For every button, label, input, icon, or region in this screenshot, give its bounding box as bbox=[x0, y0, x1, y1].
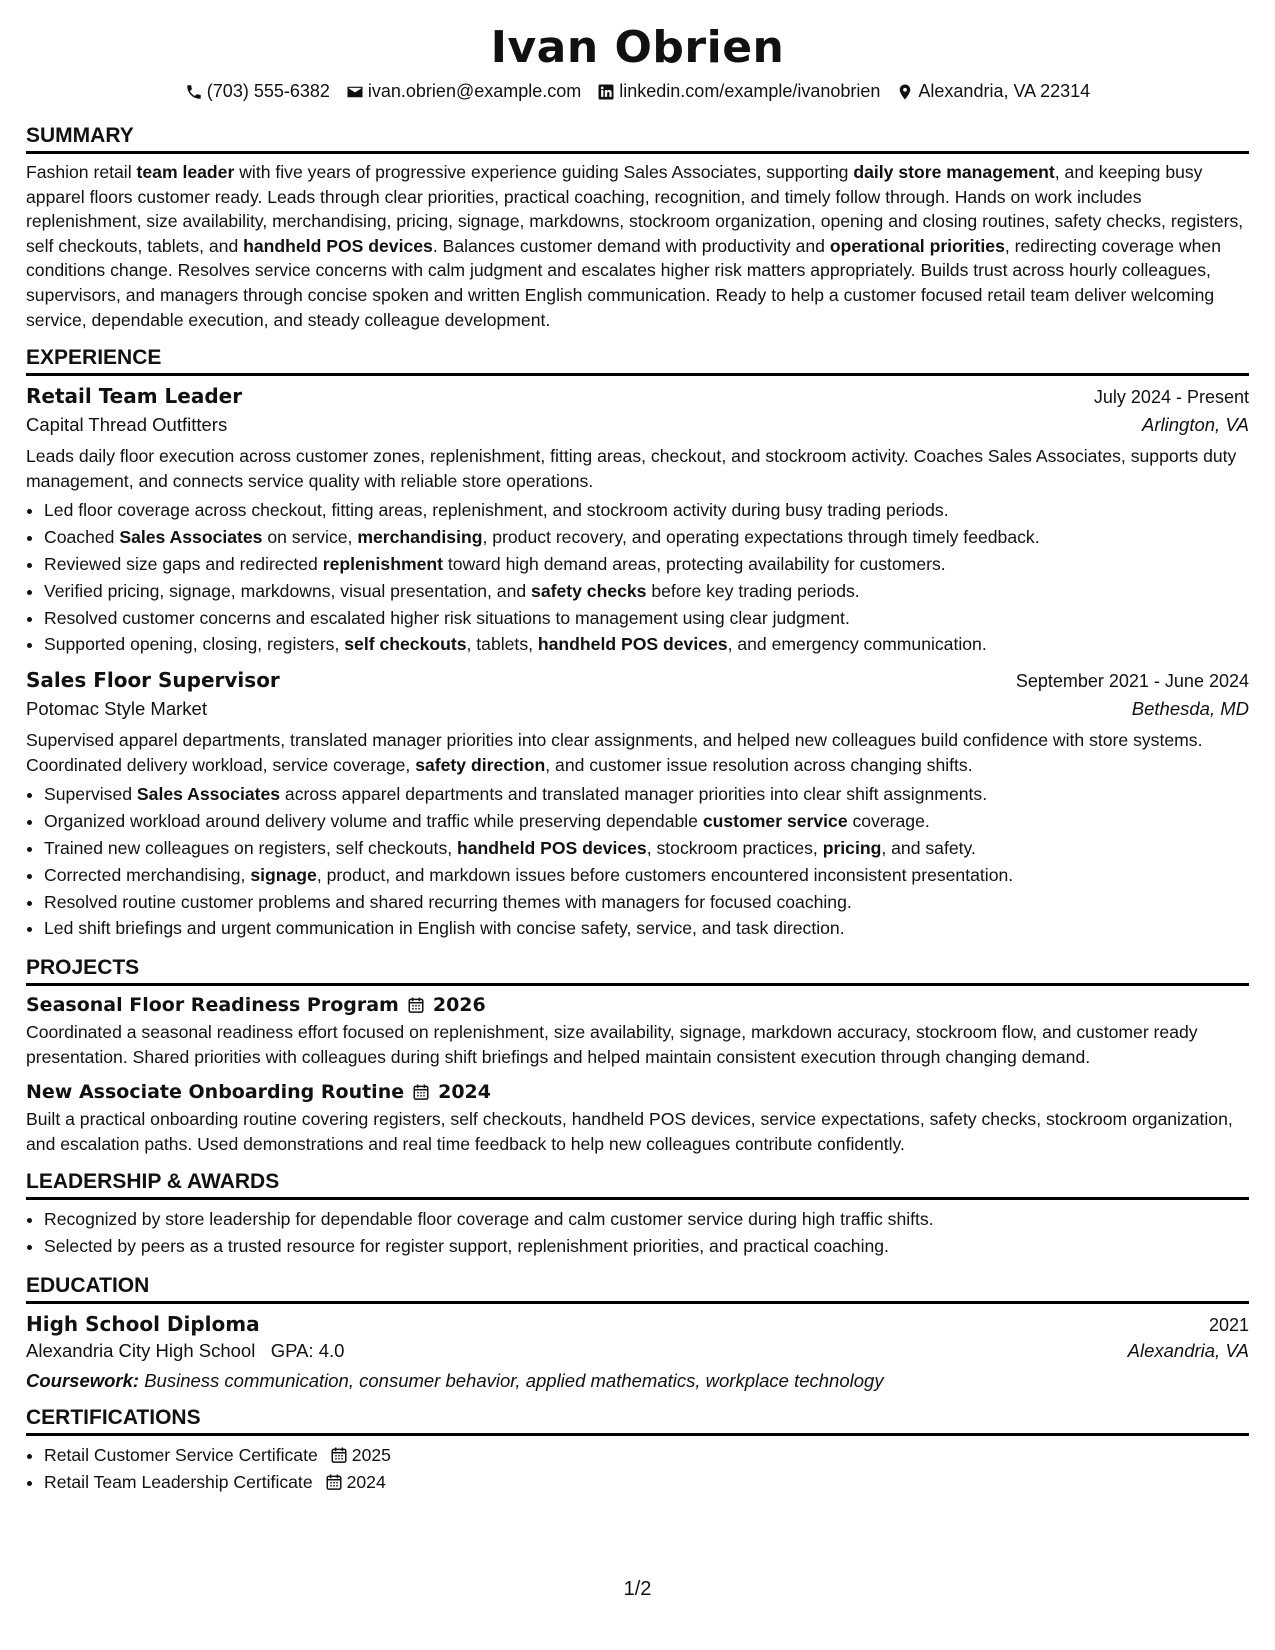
bullet-bold: signage bbox=[250, 864, 317, 885]
job-dates: July 2024 - Present bbox=[1093, 387, 1249, 408]
summary-part: . Balances customer demand with productivity and bbox=[432, 235, 830, 256]
email-text[interactable]: ivan.obrien@example.com bbox=[367, 81, 582, 101]
bullet-text: on service, bbox=[262, 527, 358, 548]
certification-list bbox=[26, 1442, 1249, 1496]
list-item bbox=[44, 1469, 1249, 1496]
cert-name: • Retail Customer Service Certificate bbox=[44, 1445, 318, 1466]
section-title: EXPERIENCE bbox=[26, 346, 1249, 376]
experience-section bbox=[26, 346, 1249, 942]
cert-year: 2025 bbox=[351, 1445, 391, 1466]
job-company: Capital Thread Outfitters bbox=[26, 414, 228, 436]
bullet-text: Trained new colleagues on registers, self checkouts, bbox=[44, 837, 458, 858]
bullet-text: Resolved customer concerns and escalated higher risk situations to management using clear judgment. bbox=[44, 607, 850, 628]
bullet-text: , stockroom practices, bbox=[646, 837, 823, 858]
school-line bbox=[26, 1340, 344, 1362]
desc-text: , and customer issue resolution across changing shifts. bbox=[545, 754, 973, 775]
bullet-text: coverage. bbox=[847, 811, 930, 832]
bullet-bold: handheld POS devices bbox=[457, 837, 647, 858]
bullet-bold: Sales Associates bbox=[136, 784, 281, 805]
coursework-label: Coursework: bbox=[26, 1370, 140, 1392]
calendar-icon bbox=[325, 1473, 343, 1491]
bullet-text: , and emergency communication. bbox=[727, 634, 987, 655]
cert-year: 2024 bbox=[346, 1471, 386, 1492]
list-item bbox=[44, 889, 1249, 916]
list-item bbox=[44, 631, 1249, 658]
resume-page bbox=[26, 18, 1249, 1510]
phone-icon bbox=[185, 83, 203, 101]
calendar-icon bbox=[412, 1083, 430, 1101]
section-title: PROJECTS bbox=[26, 956, 1249, 986]
desc-text: Supervised apparel departments, translated manager priorities into clear assignments, and helped new colleagues build confidence with store systems. Coordinated delivery workload, service coverage, bbox=[26, 730, 1203, 775]
location-text: Alexandria, VA 22314 bbox=[918, 81, 1091, 101]
linkedin-text[interactable]: linkedin.com/example/ivanobrien bbox=[619, 81, 881, 101]
summary-section bbox=[26, 124, 1249, 332]
bullet-text: Resolved routine customer problems and shared recurring themes with managers for focused coaching. bbox=[44, 891, 852, 912]
bullet-bold: customer service bbox=[702, 811, 848, 832]
bullet-text: Organized workload around delivery volume and traffic while preserving dependable bbox=[44, 811, 703, 832]
bullet-bold: replenishment bbox=[322, 553, 443, 574]
project-entry bbox=[26, 1081, 1249, 1156]
bullet-bold: handheld POS devices bbox=[537, 634, 728, 655]
list-item bbox=[44, 915, 1249, 942]
job-title: Sales Floor Supervisor bbox=[26, 668, 280, 693]
contact-linkedin[interactable] bbox=[597, 81, 880, 102]
job-bullets bbox=[26, 781, 1249, 942]
bullet-text: Reviewed size gaps and redirected bbox=[44, 553, 323, 574]
list-item bbox=[44, 808, 1249, 835]
calendar-icon bbox=[330, 1446, 348, 1464]
leadership-bullets bbox=[26, 1206, 1249, 1260]
summary-text bbox=[26, 160, 1249, 332]
bullet-text: Coached bbox=[44, 527, 120, 548]
email-icon bbox=[346, 83, 364, 101]
contact-phone bbox=[185, 81, 330, 102]
leadership-section bbox=[26, 1170, 1249, 1260]
bullet-text: , product, and markdown issues before customers encountered inconsistent presentation. bbox=[316, 864, 1014, 885]
list-item bbox=[44, 1442, 1249, 1469]
summary-bold: team leader bbox=[136, 162, 235, 182]
job-dates: September 2021 - June 2024 bbox=[1015, 671, 1249, 692]
phone-text: (703) 555-6382 bbox=[206, 81, 330, 101]
project-year: 2024 bbox=[438, 1081, 491, 1104]
bullet-text: Verified pricing, signage, markdowns, visual presentation, and bbox=[44, 580, 532, 601]
job-company: Potomac Style Market bbox=[26, 698, 207, 720]
bullet-text: , product recovery, and operating expectations through timely feedback. bbox=[482, 527, 1040, 548]
section-title: EDUCATION bbox=[26, 1274, 1249, 1304]
cert-name: • Retail Team Leadership Certificate bbox=[44, 1471, 313, 1492]
project-entry bbox=[26, 994, 1249, 1069]
page-number: 1/2 bbox=[623, 1578, 652, 1600]
contact-location bbox=[896, 81, 1090, 102]
job-location: Bethesda, MD bbox=[1131, 698, 1249, 720]
bullet-bold: pricing bbox=[822, 837, 882, 858]
list-item bbox=[44, 605, 1249, 632]
summary-part: Fashion retail bbox=[26, 162, 137, 182]
project-year: 2026 bbox=[432, 994, 486, 1017]
list-item bbox=[44, 862, 1249, 889]
bullet-text: Led shift briefings and urgent communication in English with concise safety, service, and task direction. bbox=[44, 918, 845, 939]
list-item: • Selected by peers as a trusted resource for register support, replenishment priorities, and practical coaching. bbox=[44, 1233, 1249, 1260]
section-title: CERTIFICATIONS bbox=[26, 1406, 1249, 1436]
education-section bbox=[26, 1274, 1249, 1392]
job-entry bbox=[26, 668, 1249, 942]
summary-part: , redirecting coverage when conditions change. Resolves service concerns with calm judgment and escalates higher risk matters appropriately. Builds trust across hourly colleagues, supervisors, and managers through concise spoken and written English communication. Ready to help a customer focused retail team deliver welcoming service, dependable execution, and steady colleague development. bbox=[26, 235, 1221, 330]
coursework bbox=[26, 1370, 1249, 1392]
summary-bold: handheld POS devices bbox=[243, 235, 433, 256]
bullet-text: , and safety. bbox=[881, 837, 976, 858]
bullet-bold: Sales Associates bbox=[119, 527, 263, 548]
graduation-year: 2021 bbox=[1208, 1315, 1249, 1336]
desc-bold: safety direction bbox=[415, 754, 546, 775]
list-item bbox=[44, 497, 1249, 524]
project-description: Built a practical onboarding routine covering registers, self checkouts, handheld POS devices, service expectations, safety checks, stockroom organization, and escalation paths. Used demonstrations and real time feedback to help new colleagues contribute confidently. bbox=[26, 1109, 1233, 1154]
project-title: New Associate Onboarding Routine bbox=[26, 1081, 405, 1104]
list-item bbox=[44, 781, 1249, 808]
job-location: Arlington, VA bbox=[1142, 414, 1249, 436]
summary-bold: operational priorities bbox=[829, 235, 1005, 256]
gpa: GPA: 4.0 bbox=[270, 1340, 345, 1362]
bullet-text: , tablets, bbox=[466, 634, 538, 655]
certifications-section bbox=[26, 1406, 1249, 1496]
coursework-text: Business communication, consumer behavior, applied mathematics, workplace technology bbox=[139, 1370, 884, 1392]
list-item bbox=[44, 578, 1249, 605]
bullet-text: Supervised bbox=[44, 784, 137, 805]
bullet-text: Led floor coverage across checkout, fitting areas, replenishment, and stockroom activity during busy trading periods. bbox=[44, 500, 949, 521]
summary-part: with five years of progressive experience guiding Sales Associates, supporting bbox=[234, 162, 854, 182]
degree: High School Diploma bbox=[26, 1312, 260, 1337]
contact-email[interactable] bbox=[346, 81, 581, 102]
job-bullets bbox=[26, 497, 1249, 658]
school-location: Alexandria, VA bbox=[1127, 1340, 1249, 1362]
summary-bold: daily store management bbox=[853, 162, 1055, 182]
job-description: Leads daily floor execution across customer zones, replenishment, fitting areas, checkout, and stockroom activity. Coaches Sales Associates, supports duty management, and connects service quality with reliable store operations. bbox=[26, 446, 1237, 491]
location-icon bbox=[896, 83, 914, 101]
list-item bbox=[44, 835, 1249, 862]
projects-section bbox=[26, 956, 1249, 1156]
section-title: LEADERSHIP & AWARDS bbox=[26, 1170, 1249, 1200]
bullet-text: Corrected merchandising, bbox=[44, 864, 251, 885]
bullet-text: across apparel departments and translated manager priorities into clear shift assignments. bbox=[280, 784, 988, 805]
bullet-bold: merchandising bbox=[357, 527, 483, 548]
bullet-text: toward high demand areas, protecting availability for customers. bbox=[443, 553, 946, 574]
school-name: Alexandria City High School bbox=[26, 1340, 256, 1362]
job-title: Retail Team Leader bbox=[26, 384, 243, 409]
section-title: SUMMARY bbox=[26, 124, 1249, 154]
bullet-text: Supported opening, closing, registers, bbox=[44, 634, 345, 655]
bullet-text: before key trading periods. bbox=[646, 580, 860, 601]
bullet-bold: safety checks bbox=[531, 580, 647, 601]
project-description: Coordinated a seasonal readiness effort focused on replenishment, size availability, signage, markdown accuracy, stockroom flow, and customer ready presentation. Shared priorities with colleagues during shift briefings and helped maintain consistent execution through changing demand. bbox=[26, 1022, 1198, 1067]
list-item bbox=[44, 551, 1249, 578]
job-entry bbox=[26, 384, 1249, 658]
calendar-icon bbox=[407, 996, 425, 1014]
summary-part: , and keeping busy apparel floors customer ready. Leads through clear priorities, practical coaching, recognition, and timely follow through. Hands on work includes replenishment, size availability, merchandising, pricing, signage, markdowns, stockroom organization, opening and closing routines, safety checks, registers, self checkouts, tablets, and bbox=[26, 162, 1244, 256]
list-item: • Recognized by store leadership for dependable floor coverage and calm customer service during high traffic shifts. bbox=[44, 1206, 1249, 1233]
bullet-bold: self checkouts bbox=[344, 634, 467, 655]
list-item bbox=[44, 524, 1249, 551]
candidate-name: Ivan Obrien bbox=[490, 22, 785, 73]
job-description bbox=[26, 728, 1249, 777]
contact-bar bbox=[26, 81, 1249, 102]
linkedin-icon bbox=[597, 83, 615, 101]
project-title: Seasonal Floor Readiness Program bbox=[26, 994, 399, 1017]
